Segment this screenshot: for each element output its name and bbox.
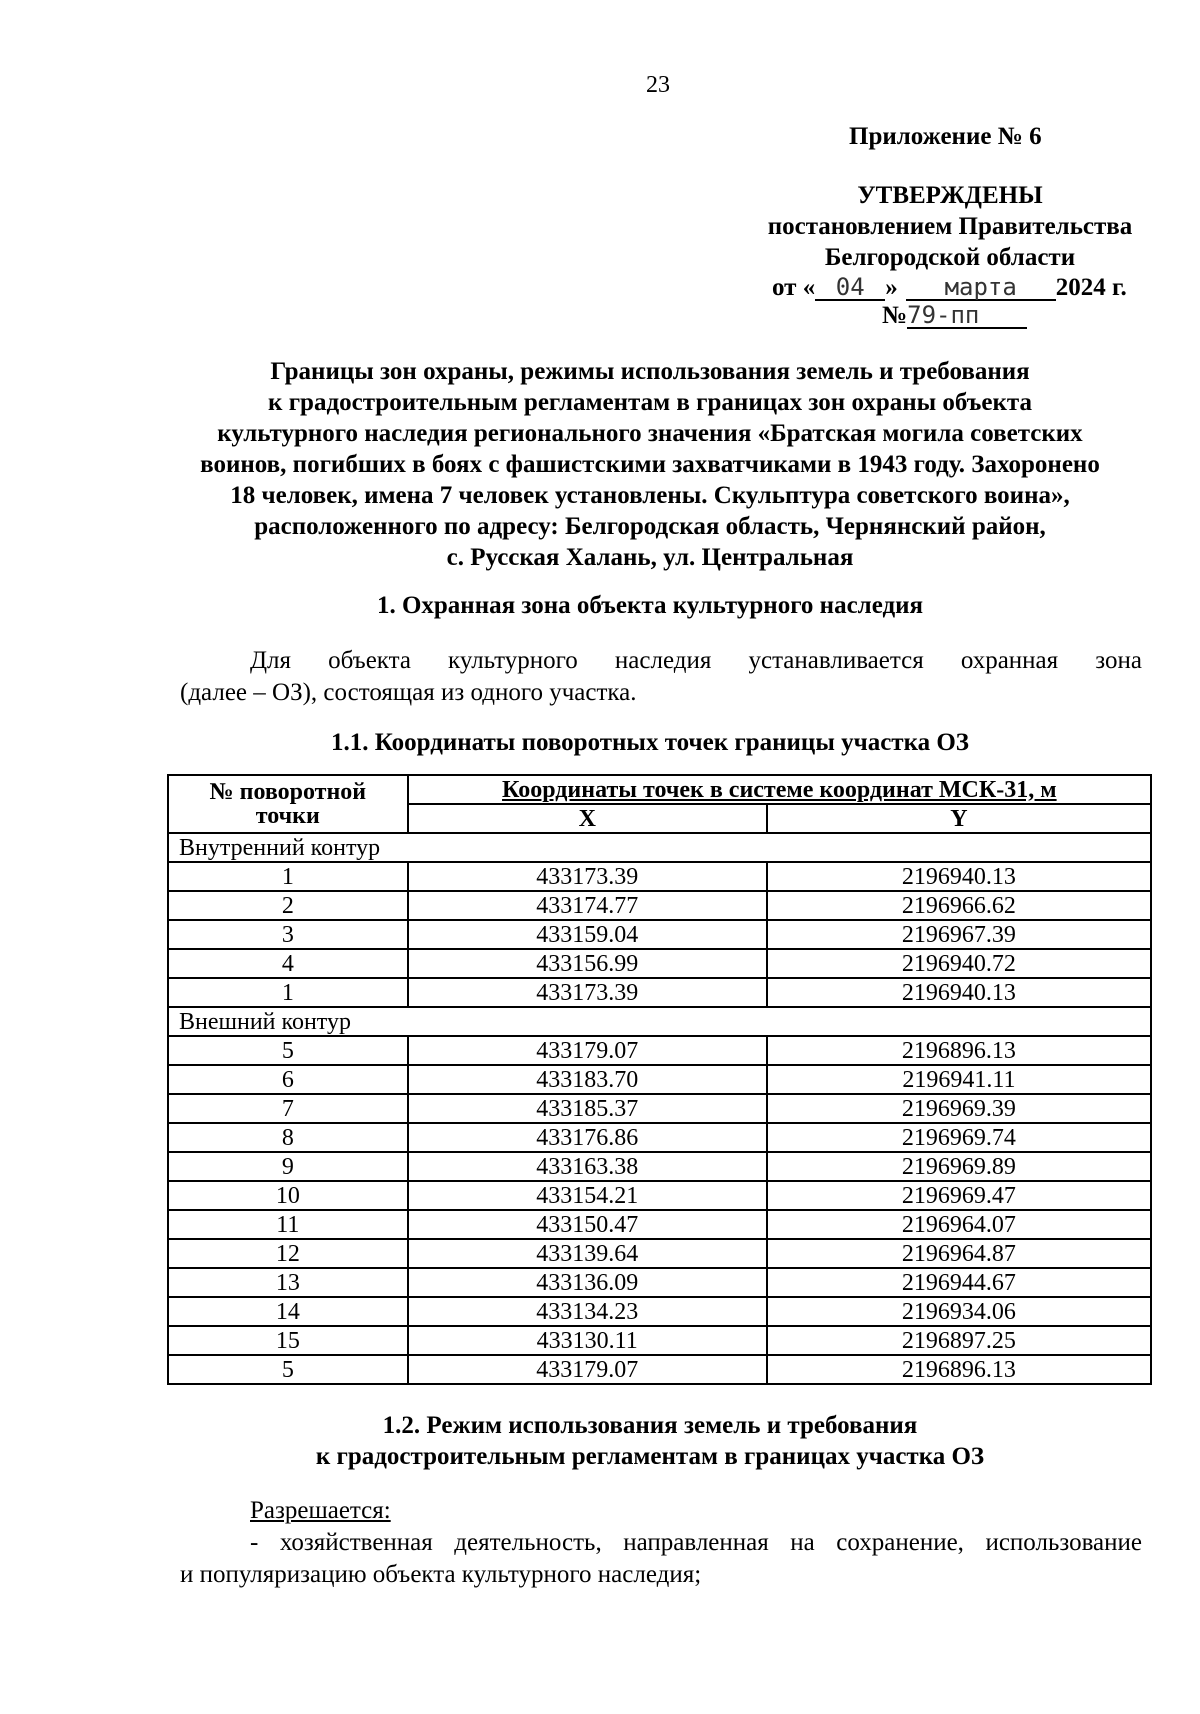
number-value: 79-пп xyxy=(907,303,1027,329)
number-prefix: № xyxy=(882,302,908,329)
title-line: расположенного по адресу: Белгородская область, Чернянский район, xyxy=(254,513,1046,540)
col-header-coords-text: Координаты точек в системе координат МСК-31, м xyxy=(502,776,1057,803)
table-row xyxy=(168,949,1151,978)
table-row xyxy=(168,978,1151,1007)
list-item-line: - хозяйственная деятельность, направленная на сохранение, использование xyxy=(250,1529,1142,1556)
x-cell: 433173.39 xyxy=(408,862,767,891)
section-1-heading: 1. Охранная зона объекта культурного наследия xyxy=(376,592,924,619)
x-cell: 433185.37 xyxy=(408,1094,767,1123)
table-row xyxy=(168,891,1151,920)
allowed-label-line xyxy=(180,1495,1142,1527)
table-row xyxy=(168,1065,1151,1094)
title-line: к градостроительным регламентам в границах зон охраны объекта xyxy=(268,389,1032,416)
x-cell: 433150.47 xyxy=(408,1210,767,1239)
page-number: 23 xyxy=(646,72,670,98)
y-cell: 2196969.89 xyxy=(767,1152,1151,1181)
x-cell: 433156.99 xyxy=(408,949,767,978)
point-cell: 7 xyxy=(168,1094,408,1123)
col-header-point-line: точки xyxy=(255,803,320,829)
point-cell: 4 xyxy=(168,949,408,978)
y-cell: 2196940.13 xyxy=(767,978,1151,1007)
y-cell: 2196896.13 xyxy=(767,1355,1151,1384)
title-line: Границы зон охраны, режимы использования земель и требования xyxy=(270,358,1030,385)
point-cell: 13 xyxy=(168,1268,408,1297)
table-row xyxy=(168,1123,1151,1152)
x-cell: 433176.86 xyxy=(408,1123,767,1152)
allowed-label: Разрешается: xyxy=(250,1497,391,1524)
x-cell: 433174.77 xyxy=(408,891,767,920)
point-cell: 12 xyxy=(168,1239,408,1268)
y-cell: 2196940.13 xyxy=(767,862,1151,891)
section-1-paragraph xyxy=(180,645,1142,709)
table-row xyxy=(168,1355,1151,1384)
x-cell: 433136.09 xyxy=(408,1268,767,1297)
x-cell: 433179.07 xyxy=(408,1355,767,1384)
date-prefix: от « xyxy=(772,274,816,301)
y-cell: 2196934.06 xyxy=(767,1297,1151,1326)
coordinates-table xyxy=(167,774,1152,1385)
point-cell: 14 xyxy=(168,1297,408,1326)
table-row xyxy=(168,920,1151,949)
y-cell: 2196966.62 xyxy=(767,891,1151,920)
y-cell: 2196941.11 xyxy=(767,1065,1151,1094)
approval-block xyxy=(750,180,1150,273)
x-cell: 433154.21 xyxy=(408,1181,767,1210)
title-line: 18 человек, имена 7 человек установлены. Скульптура советского воина», xyxy=(230,482,1070,509)
x-cell: 433159.04 xyxy=(408,920,767,949)
approval-line-3: Белгородской области xyxy=(824,244,1076,271)
document-title xyxy=(150,356,1150,573)
contour-label-row xyxy=(168,1007,1151,1036)
table-row xyxy=(168,862,1151,891)
table-row xyxy=(168,1152,1151,1181)
y-cell: 2196969.74 xyxy=(767,1123,1151,1152)
x-cell: 433130.11 xyxy=(408,1326,767,1355)
col-header-point xyxy=(168,775,408,833)
appendix-label: Приложение № 6 xyxy=(849,123,1042,150)
x-cell: 433134.23 xyxy=(408,1297,767,1326)
inner-contour-label: Внутренний контур xyxy=(168,833,1151,862)
col-header-y: Y xyxy=(767,804,1151,833)
section-1-2-heading xyxy=(150,1410,1150,1472)
y-cell: 2196969.47 xyxy=(767,1181,1151,1210)
point-cell: 1 xyxy=(168,978,408,1007)
y-cell: 2196896.13 xyxy=(767,1036,1151,1065)
point-cell: 5 xyxy=(168,1036,408,1065)
paragraph-line: Для объекта культурного наследия устанавливается охранная зона xyxy=(250,647,1142,674)
title-line: воинов, погибших в боях с фашистскими захватчиками в 1943 году. Захоронено xyxy=(200,451,1100,478)
x-cell: 433183.70 xyxy=(408,1065,767,1094)
point-cell: 8 xyxy=(168,1123,408,1152)
table-row xyxy=(168,1239,1151,1268)
point-cell: 11 xyxy=(168,1210,408,1239)
col-header-x: X xyxy=(408,804,767,833)
y-cell: 2196964.87 xyxy=(767,1239,1151,1268)
y-cell: 2196967.39 xyxy=(767,920,1151,949)
col-header-point-line: № поворотной xyxy=(209,779,367,805)
table-row xyxy=(168,1326,1151,1355)
date-mid: » xyxy=(885,274,898,301)
table-row xyxy=(168,1094,1151,1123)
table-row xyxy=(168,1181,1151,1210)
y-cell: 2196944.67 xyxy=(767,1268,1151,1297)
point-cell: 10 xyxy=(168,1181,408,1210)
date-day: 04 xyxy=(815,275,885,301)
paragraph-line: (далее – ОЗ), состоящая из одного участка. xyxy=(180,679,637,706)
section-heading-line: к градостроительным регламентам в границах участка ОЗ xyxy=(315,1443,985,1470)
table-row xyxy=(168,1036,1151,1065)
title-line: с. Русская Халань, ул. Центральная xyxy=(446,544,854,571)
date-year: 2024 г. xyxy=(1055,274,1127,301)
x-cell: 433173.39 xyxy=(408,978,767,1007)
point-cell: 15 xyxy=(168,1326,408,1355)
table-header-row xyxy=(168,775,1151,804)
table-row xyxy=(168,1297,1151,1326)
point-cell: 9 xyxy=(168,1152,408,1181)
approval-number xyxy=(882,302,1027,330)
table-row xyxy=(168,1268,1151,1297)
y-cell: 2196969.39 xyxy=(767,1094,1151,1123)
table-row xyxy=(168,1210,1151,1239)
y-cell: 2196940.72 xyxy=(767,949,1151,978)
approval-line-2: постановлением Правительства xyxy=(767,213,1133,240)
approval-date xyxy=(772,274,1127,302)
point-cell: 6 xyxy=(168,1065,408,1094)
outer-contour-label: Внешний контур xyxy=(168,1007,1151,1036)
coordinates-table-body xyxy=(168,833,1151,1384)
section-1-2-body xyxy=(180,1495,1142,1591)
col-header-coords xyxy=(408,775,1151,804)
section-1-1-heading: 1.1. Координаты поворотных точек границы участка ОЗ xyxy=(331,729,969,756)
section-heading-line: 1.2. Режим использования земель и требования xyxy=(382,1412,918,1439)
point-cell: 1 xyxy=(168,862,408,891)
title-line: культурного наследия регионального значения «Братская могила советских xyxy=(217,420,1083,447)
y-cell: 2196964.07 xyxy=(767,1210,1151,1239)
x-cell: 433163.38 xyxy=(408,1152,767,1181)
y-cell: 2196897.25 xyxy=(767,1326,1151,1355)
contour-label-row xyxy=(168,833,1151,862)
x-cell: 433139.64 xyxy=(408,1239,767,1268)
point-cell: 3 xyxy=(168,920,408,949)
date-month: марта xyxy=(906,275,1056,301)
list-item-line: и популяризацию объекта культурного наследия; xyxy=(180,1561,702,1588)
approval-title: УТВЕРЖДЕНЫ xyxy=(857,182,1043,209)
x-cell: 433179.07 xyxy=(408,1036,767,1065)
point-cell: 5 xyxy=(168,1355,408,1384)
point-cell: 2 xyxy=(168,891,408,920)
